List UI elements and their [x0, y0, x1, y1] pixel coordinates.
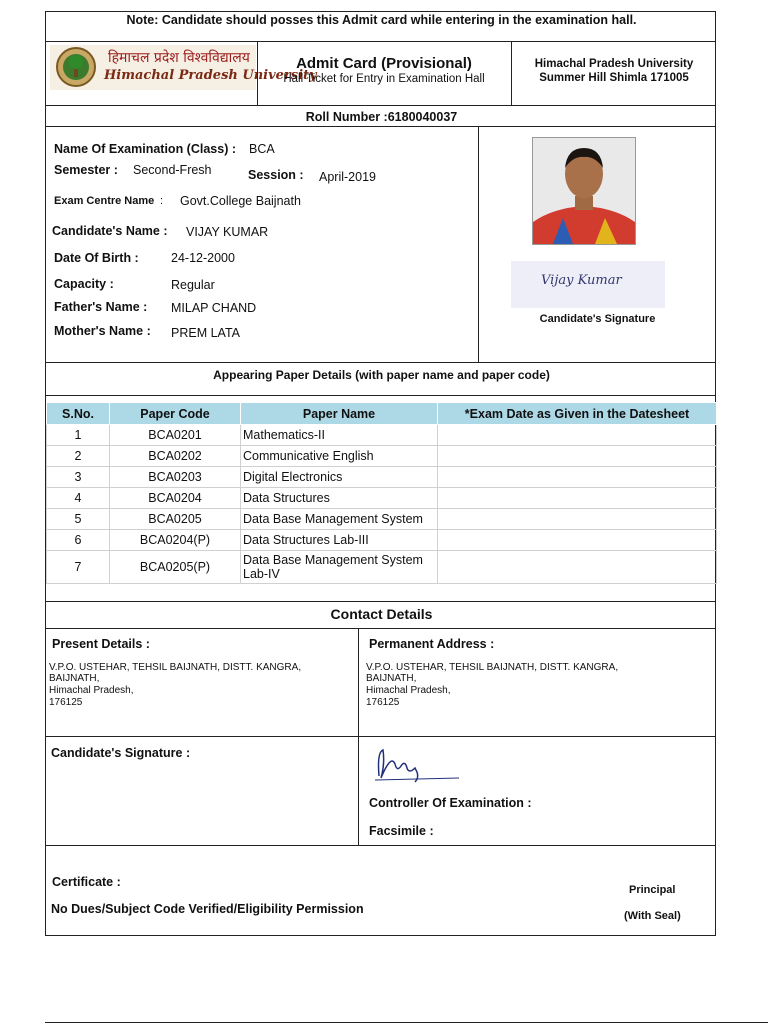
paper-table — [46, 402, 717, 584]
candidate-photo-image — [533, 138, 635, 244]
university-address: Summer Hill Shimla 171005 — [539, 72, 689, 84]
sno-cell: 6 — [47, 530, 110, 551]
col-sno: S.No. — [47, 403, 110, 425]
table-row — [47, 530, 717, 551]
sno-cell: 3 — [47, 467, 110, 488]
permanent-address-line: 176125 — [366, 697, 400, 708]
sno-cell: 1 — [47, 425, 110, 446]
code-cell: BCA0201 — [110, 425, 241, 446]
session-label: Session : — [248, 168, 304, 182]
logo-hindi-text: हिमाचल प्रदेश विश्वविद्यालय — [108, 50, 250, 66]
code-cell: BCA0204 — [110, 488, 241, 509]
candidate-signature-text: Vijay Kumar — [541, 273, 622, 288]
date-cell — [438, 509, 717, 530]
centre-label: Exam Centre Name — [54, 195, 155, 207]
date-cell — [438, 425, 717, 446]
date-cell — [438, 467, 717, 488]
session-value: April-2019 — [319, 170, 376, 184]
mother-name-label: Mother's Name : — [54, 324, 151, 338]
mother-name-value: PREM LATA — [171, 326, 240, 340]
dob-label: Date Of Birth : — [54, 251, 139, 265]
candidate-name-label: Candidate's Name : — [52, 224, 168, 238]
university-emblem-icon — [52, 45, 100, 90]
name-cell: Digital Electronics — [241, 467, 438, 488]
permanent-address-line: Himachal Pradesh, — [366, 685, 451, 696]
paper-details-heading: Appearing Paper Details (with paper name and paper code) — [213, 368, 550, 382]
controller-signature-image — [371, 742, 463, 786]
sno-cell: 5 — [47, 509, 110, 530]
present-address-line: BAIJNATH, — [49, 673, 100, 684]
date-cell — [438, 530, 717, 551]
table-row — [47, 509, 717, 530]
code-cell: BCA0202 — [110, 446, 241, 467]
code-cell: BCA0204(P) — [110, 530, 241, 551]
note-text: Note: Candidate should posses this Admit card while entering in the examination hall. — [126, 13, 637, 27]
candidate-signature-image — [511, 261, 665, 308]
university-logo — [50, 45, 317, 90]
centre-colon: : — [160, 195, 164, 207]
capacity-value: Regular — [171, 278, 215, 292]
logo-english-text: Himachal Pradesh University — [104, 68, 317, 83]
table-row — [47, 425, 717, 446]
name-cell: Data Structures — [241, 488, 438, 509]
sno-cell: 7 — [47, 551, 110, 584]
col-paper-code: Paper Code — [110, 403, 241, 425]
name-cell: Mathematics-II — [241, 425, 438, 446]
father-name-value: MILAP CHAND — [171, 301, 257, 315]
admit-card-title: Admit Card (Provisional) — [296, 55, 472, 72]
exam-label: Name Of Examination (Class) : — [54, 142, 236, 156]
table-row — [47, 488, 717, 509]
admit-card — [45, 11, 716, 936]
present-address-line: Himachal Pradesh, — [49, 685, 134, 696]
contact-heading: Contact Details — [330, 606, 433, 622]
name-cell: Data Base Management System Lab-IV — [241, 551, 438, 584]
semester-label: Semester : — [54, 163, 118, 177]
sno-cell: 4 — [47, 488, 110, 509]
candidate-photo — [532, 137, 636, 245]
date-cell — [438, 488, 717, 509]
name-cell: Data Structures Lab-III — [241, 530, 438, 551]
permanent-address-label: Permanent Address : — [369, 637, 495, 651]
date-cell — [438, 446, 717, 467]
present-details-label: Present Details : — [52, 637, 150, 651]
sno-cell: 2 — [47, 446, 110, 467]
code-cell: BCA0205(P) — [110, 551, 241, 584]
code-cell: BCA0203 — [110, 467, 241, 488]
present-address-line: V.P.O. USTEHAR, TEHSIL BAIJNATH, DISTT. KANGRA, — [49, 662, 302, 673]
permanent-address-line: V.P.O. USTEHAR, TEHSIL BAIJNATH, DISTT. KANGRA, — [366, 662, 619, 673]
admit-card-subtitle: Hall Ticket for Entry in Examination Hall — [283, 73, 485, 85]
table-row — [47, 446, 717, 467]
capacity-label: Capacity : — [54, 277, 114, 291]
father-name-label: Father's Name : — [54, 300, 148, 314]
name-cell: Communicative English — [241, 446, 438, 467]
name-cell: Data Base Management System — [241, 509, 438, 530]
candidate-signature-caption: Candidate's Signature — [539, 313, 656, 325]
centre-value: Govt.College Baijnath — [180, 194, 301, 208]
exam-value: BCA — [249, 142, 275, 156]
university-name: Himachal Pradesh University — [534, 58, 694, 70]
table-row — [47, 467, 717, 488]
dob-value: 24-12-2000 — [171, 251, 235, 265]
candidate-name-value: VIJAY KUMAR — [186, 225, 269, 239]
date-cell — [438, 551, 717, 584]
controller-of-examination-label: Controller Of Examination : — [369, 796, 532, 810]
col-paper-name: Paper Name — [241, 403, 438, 425]
principal-label: Principal — [629, 884, 676, 896]
permanent-address-line: BAIJNATH, — [366, 673, 417, 684]
candidate-signature-label: Candidate's Signature : — [51, 746, 191, 760]
table-row — [47, 551, 717, 584]
code-cell: BCA0205 — [110, 509, 241, 530]
col-exam-date: *Exam Date as Given in the Datesheet — [438, 403, 717, 425]
roll-number: Roll Number :6180040037 — [305, 110, 458, 124]
present-address-line: 176125 — [49, 697, 83, 708]
certificate-text: No Dues/Subject Code Verified/Eligibility Permission — [51, 902, 364, 916]
paper-table-header — [47, 403, 717, 425]
facsimile-label: Facsimile : — [369, 824, 434, 838]
certificate-label: Certificate : — [52, 875, 121, 889]
seal-label: (With Seal) — [624, 910, 681, 922]
semester-value: Second-Fresh — [133, 163, 212, 177]
page-footer-rule — [45, 1022, 768, 1023]
